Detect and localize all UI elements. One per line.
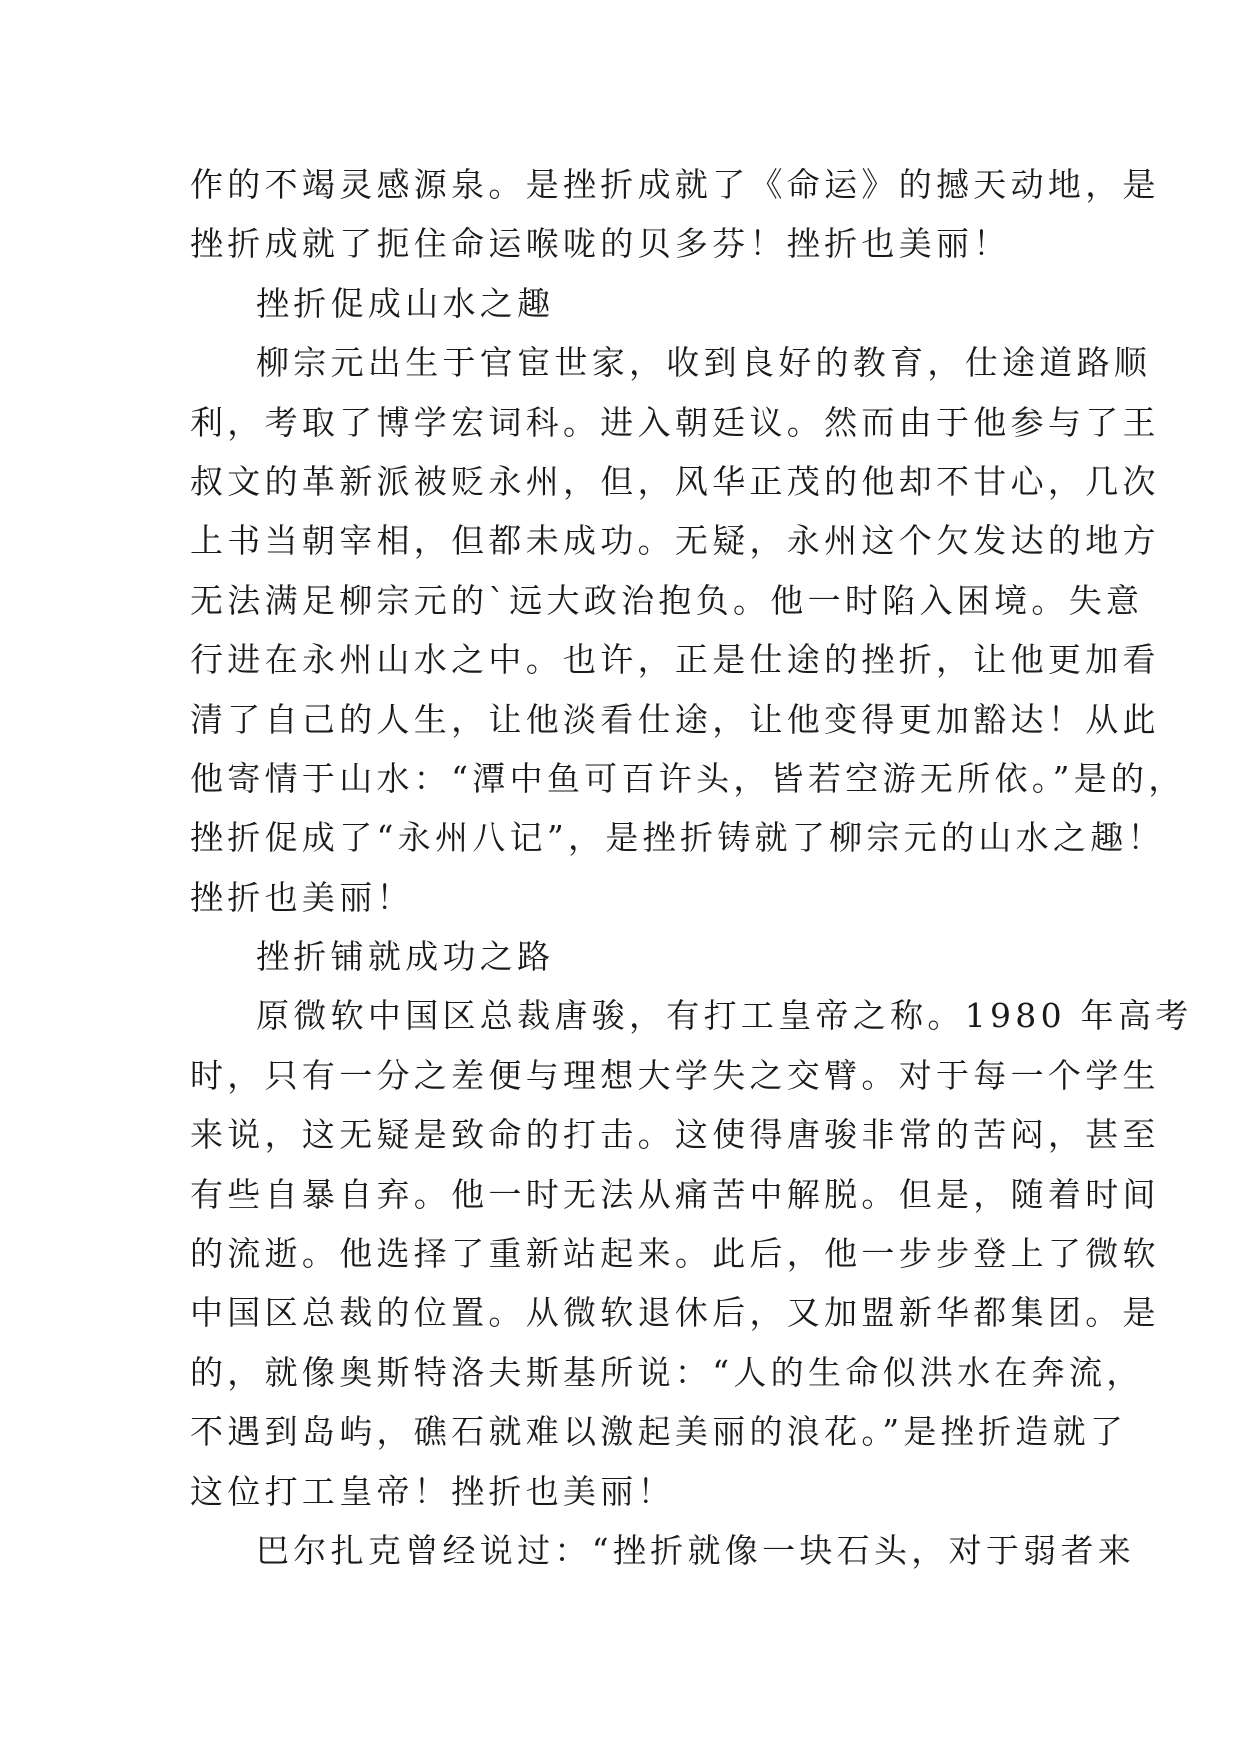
paragraph-line: 他寄情于山水：“潭中鱼可百许头，皆若空游无所依。”是的， bbox=[190, 758, 1186, 798]
paragraph-line: 有些自暴自弃。他一时无法从痛苦中解脱。但是，随着时间 bbox=[190, 1174, 1160, 1214]
paragraph-line: 来说，这无疑是致命的打击。这使得唐骏非常的苦闷，甚至 bbox=[190, 1115, 1160, 1155]
paragraph-line: 的流逝。他选择了重新站起来。此后，他一步步登上了微软 bbox=[190, 1234, 1160, 1274]
paragraph-line: 这位打工皇帝！挫折也美丽！ bbox=[190, 1471, 675, 1511]
paragraph-line: 利，考取了博学宏词科。进入朝廷议。然而由于他参与了王 bbox=[190, 402, 1160, 442]
section-heading: 挫折促成山水之趣 bbox=[256, 283, 555, 323]
paragraph-line: 无法满足柳宗元的`远大政治抱负。他一时陷入困境。失意 bbox=[190, 580, 1144, 620]
paragraph-line: 叔文的革新派被贬永州，但，风华正茂的他却不甘心，几次 bbox=[190, 461, 1160, 501]
paragraph-line: 中国区总裁的位置。从微软退休后，又加盟新华都集团。是 bbox=[190, 1293, 1160, 1333]
paragraph-line: 时，只有一分之差便与理想大学失之交臂。对于每一个学生 bbox=[190, 1055, 1160, 1095]
paragraph-line: 柳宗元出生于官宦世家，收到良好的教育，仕途道路顺 bbox=[256, 343, 1152, 383]
paragraph-line: 原微软中国区总裁唐骏，有打工皇帝之称。1980 年高考 bbox=[256, 996, 1193, 1036]
paragraph-line: 挫折成就了扼住命运喉咙的贝多芬！挫折也美丽！ bbox=[190, 224, 1011, 264]
paragraph-line: 行进在永州山水之中。也许，正是仕途的挫折，让他更加看 bbox=[190, 640, 1160, 680]
paragraph-line: 不遇到岛屿，礁石就难以激起美丽的浪花。”是挫折造就了 bbox=[190, 1412, 1128, 1452]
paragraph-line: 巴尔扎克曾经说过：“挫折就像一块石头，对于弱者来 bbox=[256, 1530, 1136, 1570]
document-body bbox=[190, 155, 1193, 1580]
paragraph-line: 挫折促成了“永州八记”，是挫折铸就了柳宗元的山水之趣！ bbox=[190, 818, 1165, 858]
section-heading: 挫折铺就成功之路 bbox=[256, 937, 555, 977]
paragraph-line: 清了自己的人生，让他淡看仕途，让他变得更加豁达！从此 bbox=[190, 699, 1160, 739]
paragraph-line: 挫折也美丽！ bbox=[190, 877, 414, 917]
paragraph-line: 的，就像奥斯特洛夫斯基所说：“人的生命似洪水在奔流， bbox=[190, 1352, 1144, 1392]
paragraph-line: 作的不竭灵感源泉。是挫折成就了《命运》的撼天动地，是 bbox=[190, 165, 1160, 204]
paragraph-line: 上书当朝宰相，但都未成功。无疑，永州这个欠发达的地方 bbox=[190, 521, 1160, 561]
